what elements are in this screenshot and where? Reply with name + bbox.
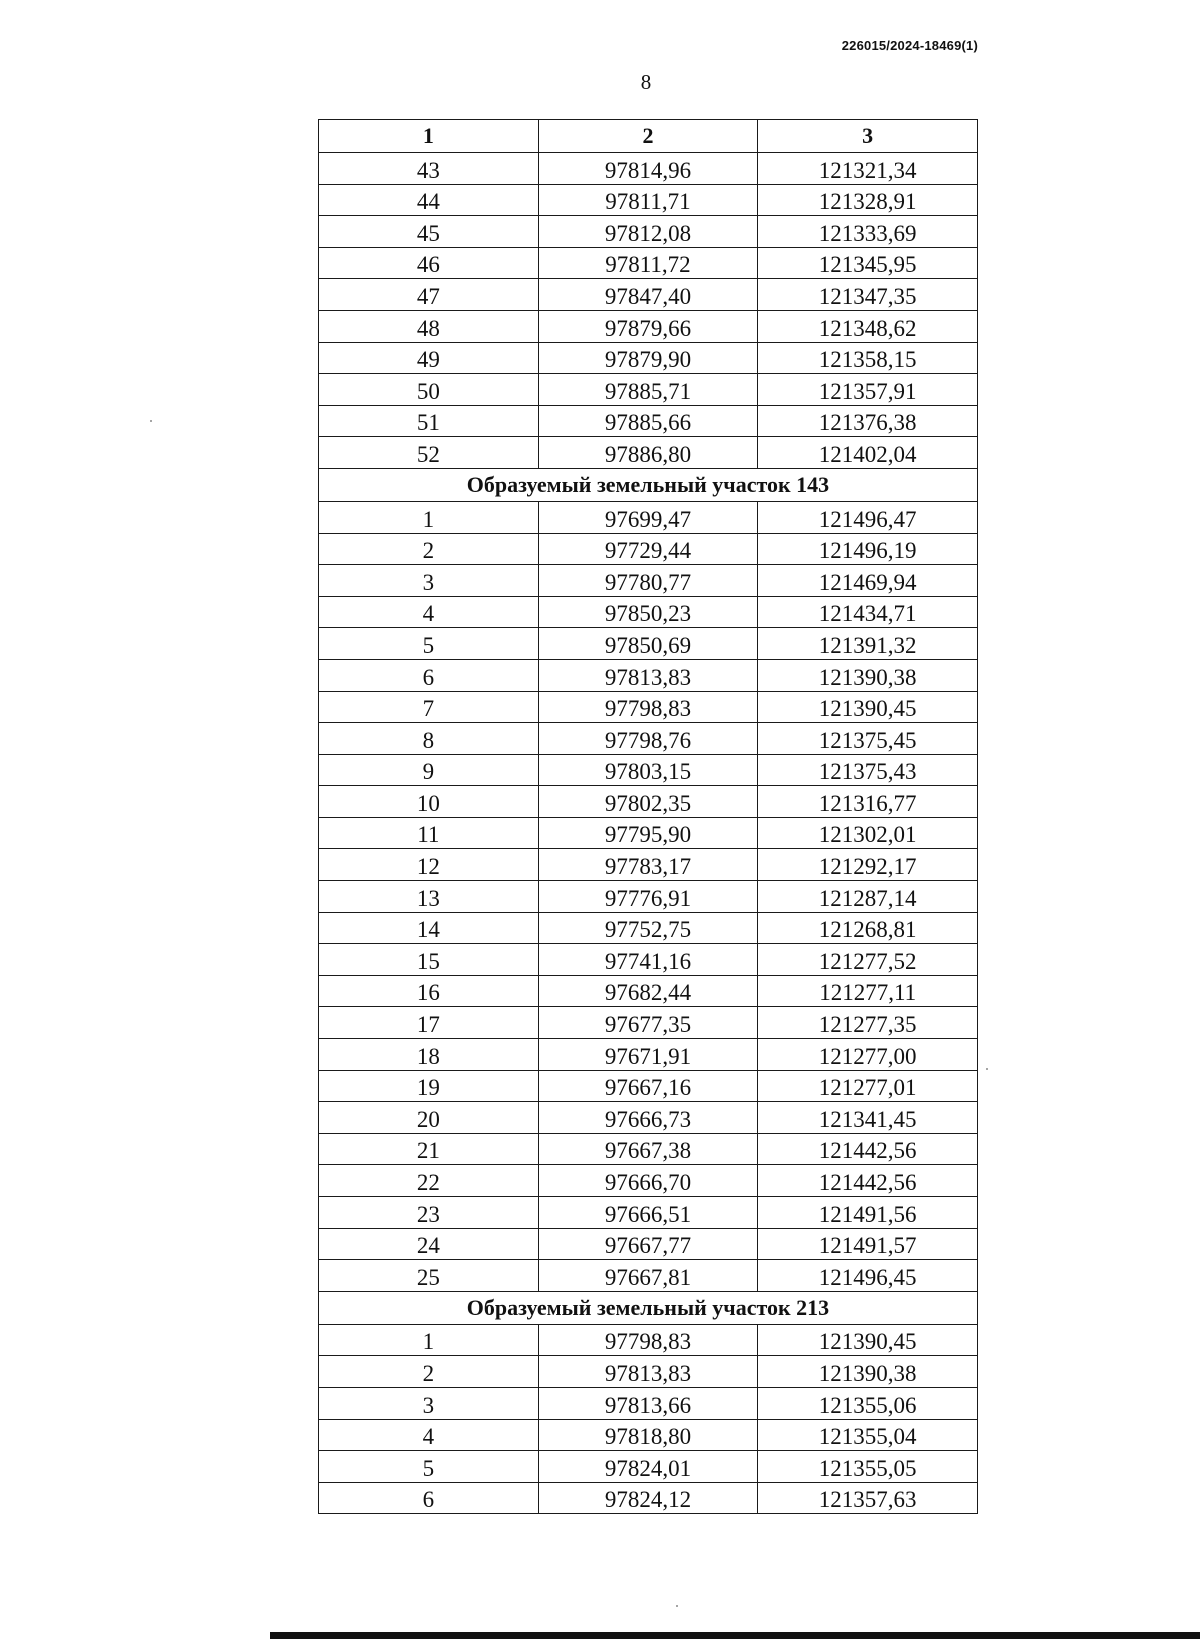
table-row xyxy=(319,501,978,533)
cell-point-number: 52 xyxy=(319,437,539,469)
cell-y-coordinate: 121345,95 xyxy=(758,247,978,279)
scan-speck xyxy=(676,1605,678,1607)
table-row xyxy=(319,1165,978,1197)
cell-x-coordinate: 97667,38 xyxy=(538,1133,758,1165)
cell-x-coordinate: 97811,71 xyxy=(538,184,758,216)
cell-y-coordinate: 121375,43 xyxy=(758,754,978,786)
cell-point-number: 12 xyxy=(319,849,539,881)
cell-x-coordinate: 97886,80 xyxy=(538,437,758,469)
table-row xyxy=(319,1228,978,1260)
scan-edge-bar xyxy=(270,1632,1200,1639)
cell-y-coordinate: 121491,56 xyxy=(758,1197,978,1229)
cell-x-coordinate: 97798,83 xyxy=(538,691,758,723)
cell-x-coordinate: 97776,91 xyxy=(538,881,758,913)
cell-y-coordinate: 121376,38 xyxy=(758,405,978,437)
cell-y-coordinate: 121390,38 xyxy=(758,1356,978,1388)
table-row xyxy=(319,1007,978,1039)
cell-point-number: 5 xyxy=(319,1451,539,1483)
cell-y-coordinate: 121277,00 xyxy=(758,1039,978,1071)
cell-point-number: 24 xyxy=(319,1228,539,1260)
table-row xyxy=(319,1197,978,1229)
cell-point-number: 43 xyxy=(319,153,539,185)
page-number: 8 xyxy=(640,70,652,94)
table-row xyxy=(319,1260,978,1292)
section-header-row xyxy=(319,468,978,501)
cell-x-coordinate: 97885,66 xyxy=(538,405,758,437)
cell-point-number: 6 xyxy=(319,659,539,691)
cell-point-number: 7 xyxy=(319,691,539,723)
cell-point-number: 46 xyxy=(319,247,539,279)
cell-point-number: 4 xyxy=(319,596,539,628)
table-row xyxy=(319,1070,978,1102)
cell-point-number: 45 xyxy=(319,216,539,248)
cell-x-coordinate: 97813,83 xyxy=(538,659,758,691)
cell-x-coordinate: 97667,81 xyxy=(538,1260,758,1292)
scan-speck xyxy=(150,420,152,422)
cell-point-number: 16 xyxy=(319,975,539,1007)
cell-x-coordinate: 97814,96 xyxy=(538,153,758,185)
cell-x-coordinate: 97847,40 xyxy=(538,279,758,311)
cell-x-coordinate: 97802,35 xyxy=(538,786,758,818)
cell-y-coordinate: 121496,19 xyxy=(758,533,978,565)
section-title: Образуемый земельный участок 143 xyxy=(319,468,978,501)
document-id: 226015/2024-18469(1) xyxy=(841,38,978,53)
cell-y-coordinate: 121442,56 xyxy=(758,1165,978,1197)
table-row xyxy=(319,786,978,818)
cell-y-coordinate: 121355,04 xyxy=(758,1419,978,1451)
table-row xyxy=(319,1102,978,1134)
cell-point-number: 21 xyxy=(319,1133,539,1165)
cell-x-coordinate: 97879,66 xyxy=(538,310,758,342)
cell-y-coordinate: 121442,56 xyxy=(758,1133,978,1165)
cell-point-number: 3 xyxy=(319,565,539,597)
cell-point-number: 23 xyxy=(319,1197,539,1229)
cell-y-coordinate: 121390,38 xyxy=(758,659,978,691)
cell-y-coordinate: 121292,17 xyxy=(758,849,978,881)
cell-x-coordinate: 97824,12 xyxy=(538,1482,758,1514)
table-row xyxy=(319,1039,978,1071)
table-row xyxy=(319,849,978,881)
table-row xyxy=(319,881,978,913)
table-row xyxy=(319,975,978,1007)
table-row xyxy=(319,1387,978,1419)
cell-y-coordinate: 121469,94 xyxy=(758,565,978,597)
cell-y-coordinate: 121268,81 xyxy=(758,912,978,944)
table-row xyxy=(319,659,978,691)
cell-x-coordinate: 97812,08 xyxy=(538,216,758,248)
cell-y-coordinate: 121496,47 xyxy=(758,501,978,533)
cell-x-coordinate: 97677,35 xyxy=(538,1007,758,1039)
cell-x-coordinate: 97813,66 xyxy=(538,1387,758,1419)
cell-point-number: 1 xyxy=(319,1324,539,1356)
table-row xyxy=(319,1324,978,1356)
cell-point-number: 44 xyxy=(319,184,539,216)
cell-point-number: 18 xyxy=(319,1039,539,1071)
cell-x-coordinate: 97783,17 xyxy=(538,849,758,881)
cell-y-coordinate: 121328,91 xyxy=(758,184,978,216)
cell-y-coordinate: 121491,57 xyxy=(758,1228,978,1260)
cell-point-number: 6 xyxy=(319,1482,539,1514)
cell-point-number: 25 xyxy=(319,1260,539,1292)
table-row xyxy=(319,1133,978,1165)
cell-x-coordinate: 97667,16 xyxy=(538,1070,758,1102)
cell-x-coordinate: 97741,16 xyxy=(538,944,758,976)
coordinates-table xyxy=(318,119,978,1514)
cell-point-number: 22 xyxy=(319,1165,539,1197)
cell-y-coordinate: 121302,01 xyxy=(758,817,978,849)
cell-point-number: 47 xyxy=(319,279,539,311)
cell-point-number: 19 xyxy=(319,1070,539,1102)
cell-x-coordinate: 97729,44 xyxy=(538,533,758,565)
cell-y-coordinate: 121434,71 xyxy=(758,596,978,628)
table-row xyxy=(319,374,978,406)
table-row xyxy=(319,1419,978,1451)
cell-point-number: 3 xyxy=(319,1387,539,1419)
cell-point-number: 8 xyxy=(319,723,539,755)
table-row xyxy=(319,565,978,597)
scan-speck xyxy=(986,1068,988,1070)
cell-x-coordinate: 97780,77 xyxy=(538,565,758,597)
cell-x-coordinate: 97795,90 xyxy=(538,817,758,849)
column-header-x: 2 xyxy=(538,120,758,153)
cell-y-coordinate: 121277,52 xyxy=(758,944,978,976)
cell-x-coordinate: 97803,15 xyxy=(538,754,758,786)
cell-point-number: 5 xyxy=(319,628,539,660)
cell-y-coordinate: 121347,35 xyxy=(758,279,978,311)
coordinates-table-body xyxy=(319,120,978,1514)
table-row xyxy=(319,184,978,216)
table-row xyxy=(319,437,978,469)
cell-point-number: 2 xyxy=(319,1356,539,1388)
table-row xyxy=(319,405,978,437)
table-row xyxy=(319,691,978,723)
cell-x-coordinate: 97818,80 xyxy=(538,1419,758,1451)
column-header-point: 1 xyxy=(319,120,539,153)
cell-point-number: 48 xyxy=(319,310,539,342)
cell-x-coordinate: 97671,91 xyxy=(538,1039,758,1071)
cell-y-coordinate: 121321,34 xyxy=(758,153,978,185)
table-header-row xyxy=(319,120,978,153)
cell-x-coordinate: 97879,90 xyxy=(538,342,758,374)
cell-y-coordinate: 121348,62 xyxy=(758,310,978,342)
table-row xyxy=(319,596,978,628)
table-row xyxy=(319,310,978,342)
cell-x-coordinate: 97666,70 xyxy=(538,1165,758,1197)
cell-y-coordinate: 121402,04 xyxy=(758,437,978,469)
cell-x-coordinate: 97813,83 xyxy=(538,1356,758,1388)
section-header-row xyxy=(319,1291,978,1324)
table-row xyxy=(319,247,978,279)
cell-y-coordinate: 121355,06 xyxy=(758,1387,978,1419)
cell-x-coordinate: 97666,73 xyxy=(538,1102,758,1134)
cell-point-number: 14 xyxy=(319,912,539,944)
cell-x-coordinate: 97798,76 xyxy=(538,723,758,755)
table-row xyxy=(319,944,978,976)
cell-y-coordinate: 121357,63 xyxy=(758,1482,978,1514)
table-row xyxy=(319,723,978,755)
cell-point-number: 11 xyxy=(319,817,539,849)
cell-point-number: 13 xyxy=(319,881,539,913)
cell-y-coordinate: 121391,32 xyxy=(758,628,978,660)
cell-y-coordinate: 121277,11 xyxy=(758,975,978,1007)
cell-point-number: 50 xyxy=(319,374,539,406)
table-row xyxy=(319,817,978,849)
section-title: Образуемый земельный участок 213 xyxy=(319,1291,978,1324)
cell-y-coordinate: 121333,69 xyxy=(758,216,978,248)
cell-point-number: 10 xyxy=(319,786,539,818)
table-row xyxy=(319,1482,978,1514)
table-row xyxy=(319,628,978,660)
cell-point-number: 51 xyxy=(319,405,539,437)
table-row xyxy=(319,153,978,185)
cell-y-coordinate: 121390,45 xyxy=(758,1324,978,1356)
cell-x-coordinate: 97850,69 xyxy=(538,628,758,660)
cell-point-number: 2 xyxy=(319,533,539,565)
table-row xyxy=(319,533,978,565)
cell-y-coordinate: 121375,45 xyxy=(758,723,978,755)
cell-point-number: 1 xyxy=(319,501,539,533)
table-row xyxy=(319,1356,978,1388)
cell-x-coordinate: 97682,44 xyxy=(538,975,758,1007)
cell-point-number: 4 xyxy=(319,1419,539,1451)
cell-point-number: 9 xyxy=(319,754,539,786)
table-row xyxy=(319,216,978,248)
table-row xyxy=(319,1451,978,1483)
cell-y-coordinate: 121390,45 xyxy=(758,691,978,723)
cell-x-coordinate: 97885,71 xyxy=(538,374,758,406)
cell-x-coordinate: 97824,01 xyxy=(538,1451,758,1483)
column-header-y: 3 xyxy=(758,120,978,153)
cell-y-coordinate: 121341,45 xyxy=(758,1102,978,1134)
cell-point-number: 17 xyxy=(319,1007,539,1039)
cell-x-coordinate: 97666,51 xyxy=(538,1197,758,1229)
cell-point-number: 15 xyxy=(319,944,539,976)
cell-x-coordinate: 97811,72 xyxy=(538,247,758,279)
cell-x-coordinate: 97798,83 xyxy=(538,1324,758,1356)
cell-y-coordinate: 121355,05 xyxy=(758,1451,978,1483)
cell-x-coordinate: 97667,77 xyxy=(538,1228,758,1260)
cell-x-coordinate: 97752,75 xyxy=(538,912,758,944)
cell-y-coordinate: 121357,91 xyxy=(758,374,978,406)
table-row xyxy=(319,912,978,944)
cell-y-coordinate: 121287,14 xyxy=(758,881,978,913)
table-row xyxy=(319,342,978,374)
cell-y-coordinate: 121277,01 xyxy=(758,1070,978,1102)
cell-x-coordinate: 97699,47 xyxy=(538,501,758,533)
cell-x-coordinate: 97850,23 xyxy=(538,596,758,628)
table-row xyxy=(319,754,978,786)
table-row xyxy=(319,279,978,311)
cell-y-coordinate: 121316,77 xyxy=(758,786,978,818)
cell-y-coordinate: 121496,45 xyxy=(758,1260,978,1292)
cell-y-coordinate: 121277,35 xyxy=(758,1007,978,1039)
cell-point-number: 49 xyxy=(319,342,539,374)
cell-y-coordinate: 121358,15 xyxy=(758,342,978,374)
cell-point-number: 20 xyxy=(319,1102,539,1134)
